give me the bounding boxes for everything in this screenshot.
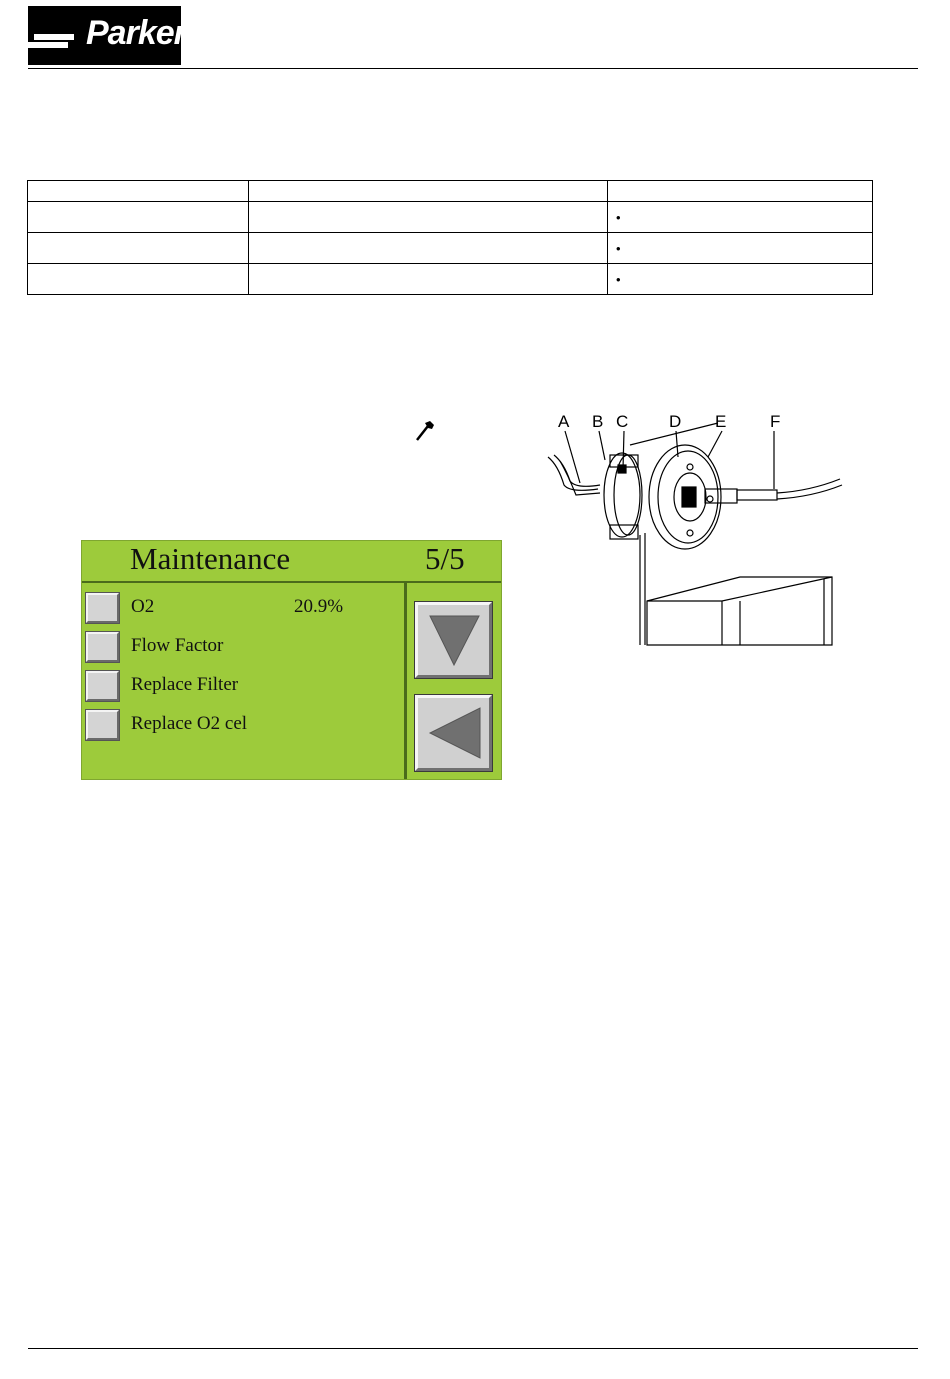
menu-item-o2[interactable]	[86, 593, 396, 625]
table-cell	[249, 264, 608, 295]
maintenance-panel	[81, 540, 502, 780]
diagram-drawing	[548, 423, 842, 645]
table-cell	[249, 181, 608, 202]
table-cell-bullet: •	[608, 202, 873, 233]
table-cell-bullet: •	[608, 233, 873, 264]
panel-divider-vertical	[404, 583, 407, 779]
diagram-label-e: E	[715, 412, 727, 431]
footer-rule	[28, 1348, 918, 1349]
diagram-label-c: C	[616, 412, 629, 431]
replace-o2-cell-checkbox[interactable]	[86, 710, 119, 740]
diagram-label-d: D	[669, 412, 682, 431]
flow-factor-checkbox[interactable]	[86, 632, 119, 662]
down-arrow-icon	[418, 605, 489, 675]
menu-item-replace-filter[interactable]	[86, 671, 396, 703]
menu-item-replace-o2-cell[interactable]	[86, 710, 396, 742]
replace-filter-checkbox[interactable]	[86, 671, 119, 701]
o2-sensor-diagram	[540, 405, 845, 650]
o2-checkbox[interactable]	[86, 593, 119, 623]
panel-title: Maintenance	[130, 541, 291, 576]
scroll-down-button[interactable]	[415, 602, 492, 678]
table-row	[28, 233, 873, 264]
menu-item-label: O2	[131, 596, 155, 617]
spec-table	[27, 180, 873, 295]
table-cell	[28, 202, 249, 233]
table-row	[28, 264, 873, 295]
table-cell	[249, 202, 608, 233]
logo-text: Parker	[86, 14, 186, 52]
menu-item-label: Replace O2 cel	[131, 713, 248, 734]
menu-item-label: Flow Factor	[131, 635, 224, 656]
diagram-label-a: A	[558, 412, 570, 431]
wrench-icon	[414, 419, 436, 443]
o2-value: 20.9%	[294, 596, 344, 617]
table-cell	[249, 233, 608, 264]
parker-logo	[28, 6, 186, 65]
table-header-row	[28, 181, 873, 202]
diagram-label-b: B	[592, 412, 604, 431]
back-button[interactable]	[415, 695, 492, 771]
diagram-label-f: F	[770, 412, 781, 431]
table-cell	[608, 181, 873, 202]
table-row	[28, 202, 873, 233]
table-cell	[28, 264, 249, 295]
menu-item-flow-factor[interactable]	[86, 632, 396, 664]
page-indicator: 5/5	[425, 541, 465, 576]
table-cell-bullet: •	[608, 264, 873, 295]
left-arrow-icon	[418, 698, 489, 768]
header-rule	[28, 68, 918, 69]
table-cell	[28, 181, 249, 202]
panel-divider	[82, 581, 501, 583]
table-cell	[28, 233, 249, 264]
menu-item-label: Replace Filter	[131, 674, 239, 695]
